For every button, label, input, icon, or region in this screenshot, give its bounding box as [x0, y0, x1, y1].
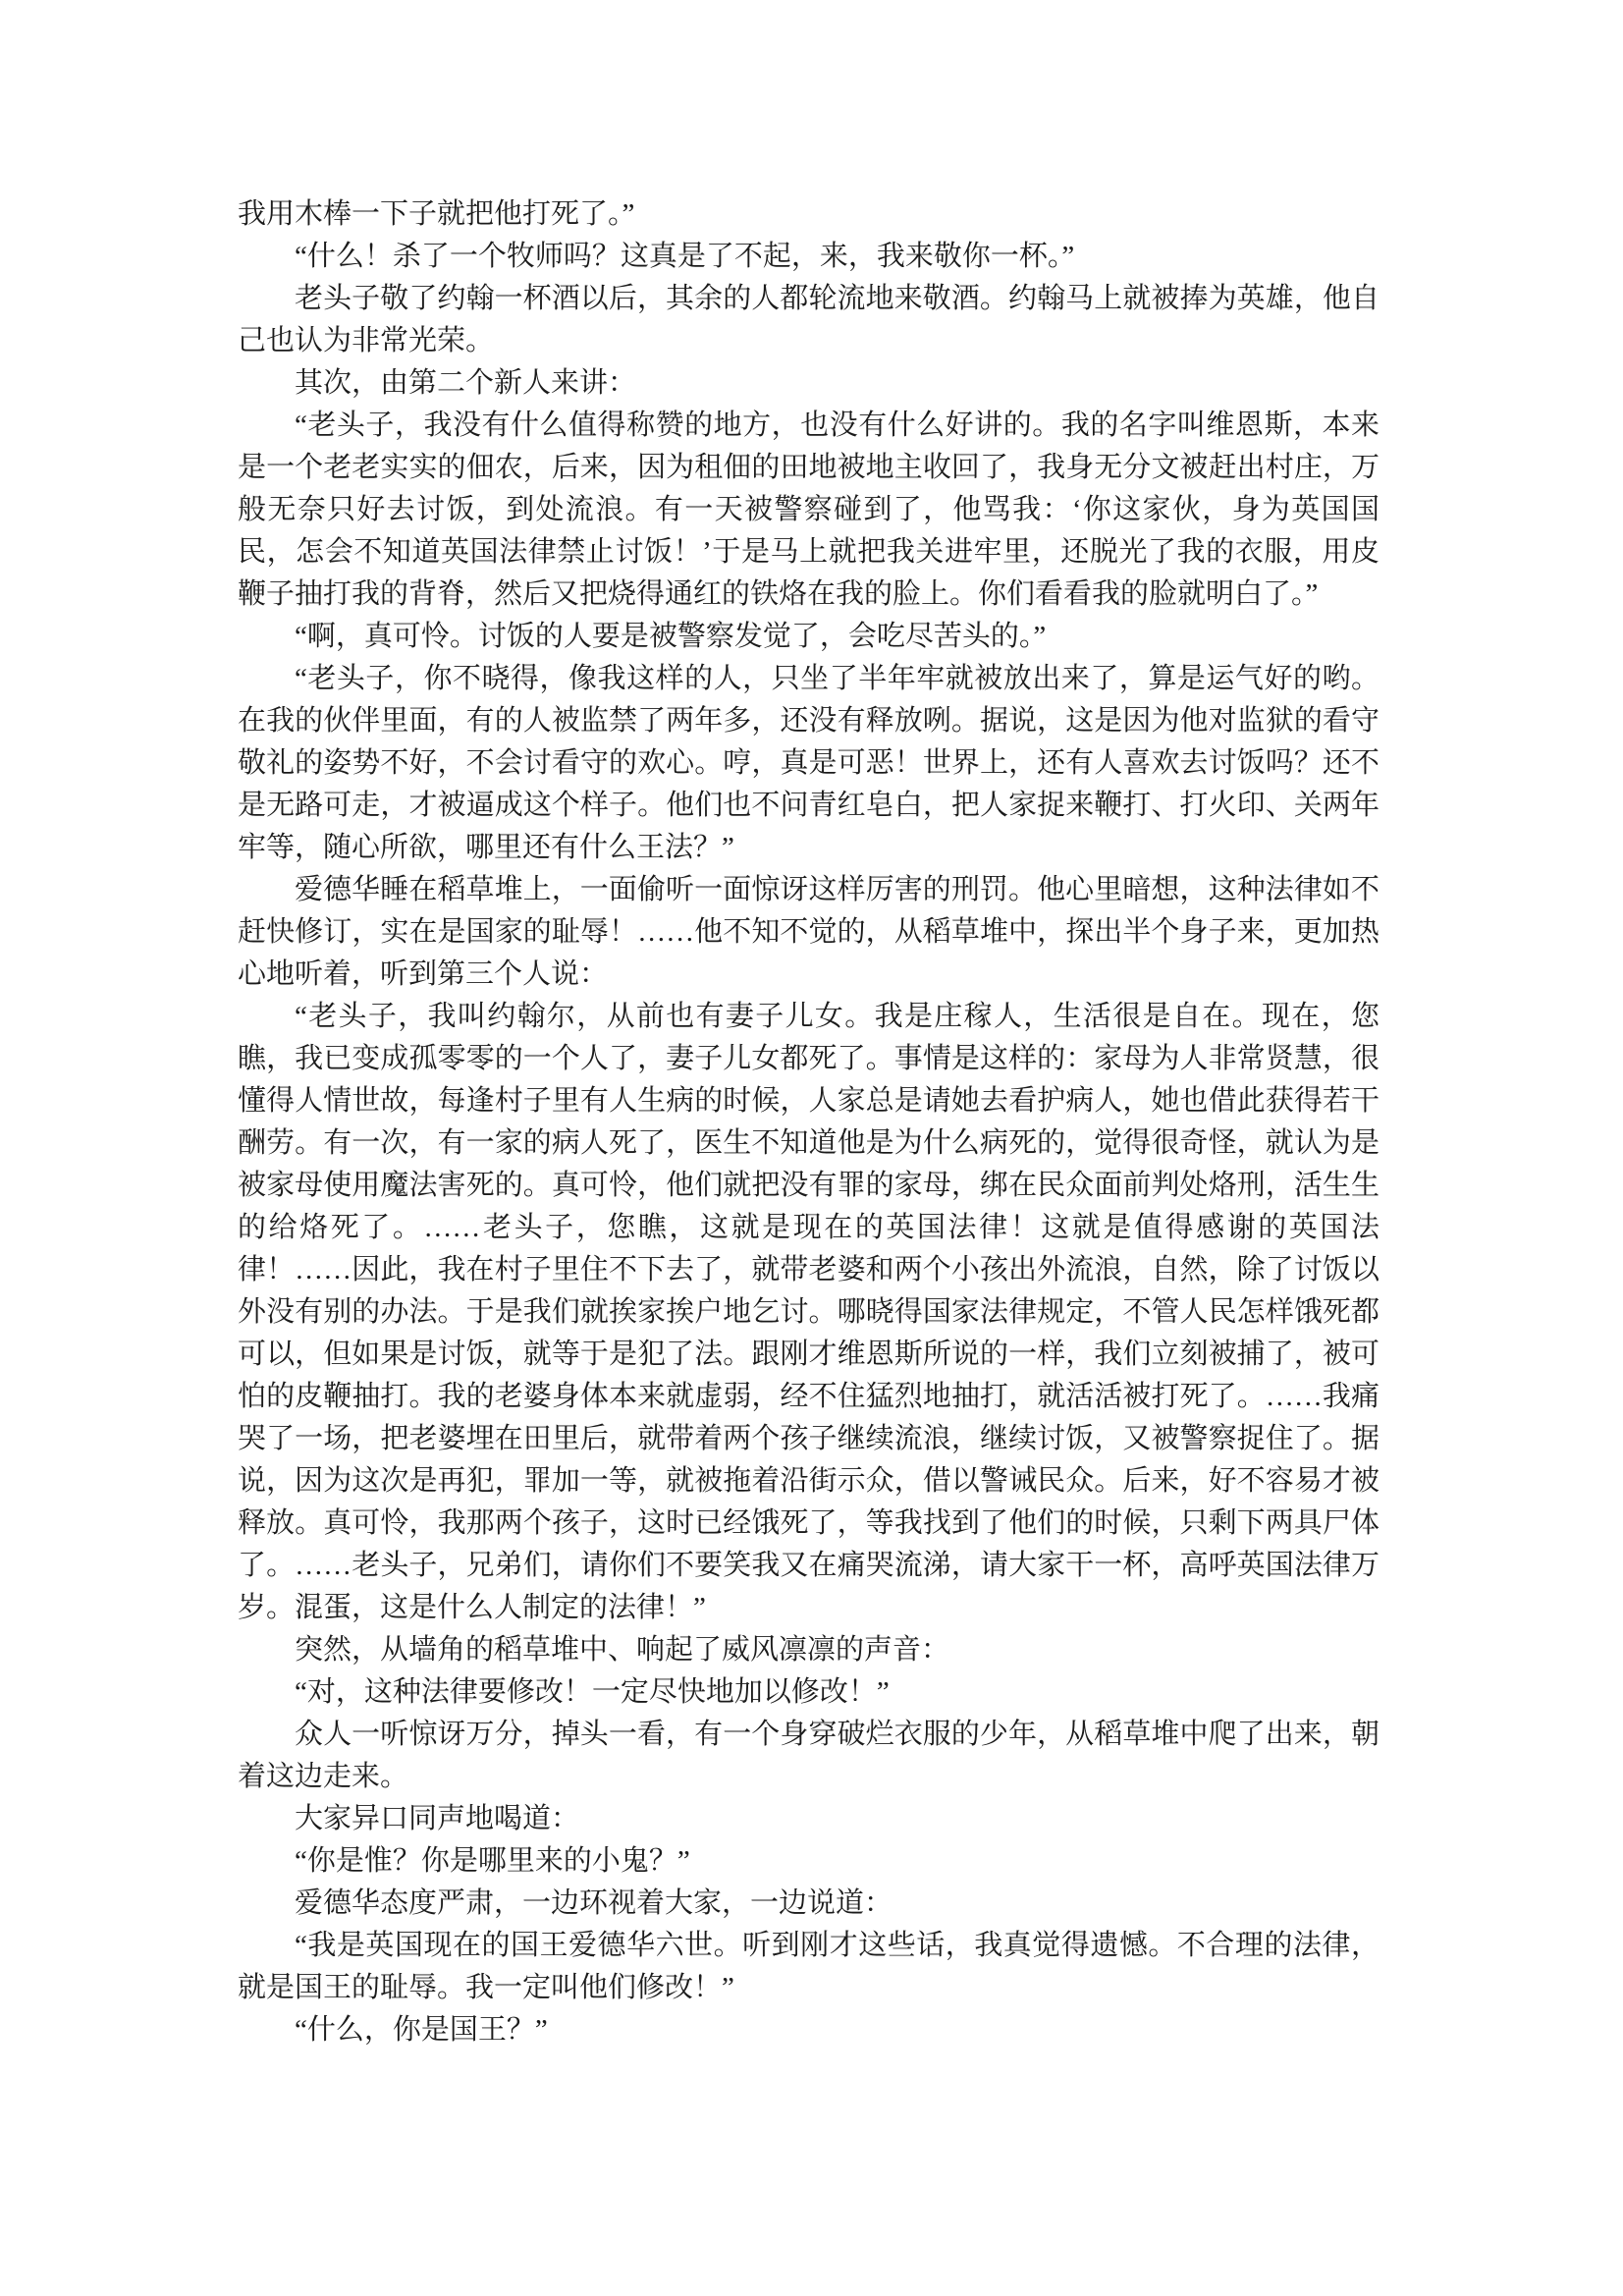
- paragraph: “什么，你是国王？”: [295, 2014, 548, 2046]
- paragraph: 我用木棒一下子就把他打死了。”: [238, 198, 635, 230]
- paragraph: “老头子，我没有什么值得称赞的地方，也没有什么好讲的。我的名字叫维恩斯，本来是一个老老实实的佃农，后来，因为租佃的田地被地主收回了，我身无分文被赶出村庄，万般无奈只好去讨饭，到处流浪。有一天被警察碰到了，他骂我：‘你这家伙，身为英国国民，怎会不知道英国法律禁止讨饭！’于是马上就把我关进牢里，还脱光了我的衣服，用皮鞭子抽打我的背脊，然后又把烧得通红的铁烙在我的脸上。你们看看我的脸就明白了。”: [238, 410, 1380, 610]
- paragraph: “对，这种法律要修改！一定尽快地加以修改！”: [295, 1676, 890, 1708]
- paragraph: 众人一听惊讶万分，掉头一看，有一个身穿破烂衣服的少年，从稻草堆中爬了出来，朝着这边走来。: [238, 1719, 1380, 1792]
- body-text: [238, 193, 1380, 2051]
- paragraph: “老头子，我叫约翰尔，从前也有妻子儿女。我是庄稼人，生活很是自在。现在，您瞧，我已变成孤零零的一个人了，妻子儿女都死了。事情是这样的：家母为人非常贤慧，很懂得人情世故，每逢村子里有人生病的时候，人家总是请她去看护病人，她也借此获得若干酬劳。有一次，有一家的病人死了，医生不知道他是为什么病死的，觉得很奇怪，就认为是被家母使用魔法害死的。真可怜，他们就把没有罪的家母，绑在民众面前判处烙刑，活生生的给烙死了。……老头子，您瞧，这就是现在的英国法律！这就是值得感谢的英国法律！……因此，我在村子里住不下去了，就带老婆和两个小孩出外流浪，自然，除了讨饭以外没有别的办法。于是我们就挨家挨户地乞讨。哪晓得国家法律规定，不管人民怎样饿死都可以，但如果是讨饭，就等于是犯了法。跟刚才维恩斯所说的一样，我们立刻被捕了，被可怕的皮鞭抽打。我的老婆身体本来就虚弱，经不住猛烈地抽打，就活活被打死了。……我痛哭了一场，把老婆埋在田里后，就带着两个孩子继续流浪，继续讨饭，又被警察捉住了。据说，因为这次是再犯，罪加一等，就被拖着沿街示众，借以警诫民众。后来，好不容易才被释放。真可怜，我那两个孩子，这时已经饿死了，等我找到了他们的时候，只剩下两具尸体了。……老头子，兄弟们，请你们不要笑我又在痛哭流涕，请大家干一杯，高呼英国法律万岁。混蛋，这是什么人制定的法律！”: [238, 1001, 1380, 1623]
- paragraph: 其次，由第二个新人来讲：: [295, 367, 637, 399]
- paragraph: 老头子敬了约翰一杯酒以后，其余的人都轮流地来敬酒。约翰马上就被捧为英雄，他自己也认为非常光荣。: [238, 283, 1380, 356]
- paragraph: “你是惟？你是哪里来的小鬼？”: [295, 1845, 690, 1877]
- paragraph: “啊，真可怜。讨饭的人要是被警察发觉了，会吃尽苦头的。”: [295, 621, 1047, 652]
- paragraph: 突然，从墙角的稻草堆中、响起了威风凛凛的声音：: [295, 1634, 950, 1666]
- paragraph: 大家异口同声地喝道：: [295, 1803, 580, 1834]
- paragraph: “老头子，你不晓得，像我这样的人，只坐了半年牢就被放出来了，算是运气好的哟。在我的伙伴里面，有的人被监禁了两年多，还没有释放咧。据说，这是因为他对监狱的看守敬礼的姿势不好，不会讨看守的欢心。哼，真是可恶！世界上，还有人喜欢去讨饭吗？还不是无路可走，才被逼成这个样子。他们也不问青红皂白，把人家捉来鞭打、打火印、关两年牢等，随心所欲，哪里还有什么王法？”: [238, 663, 1380, 863]
- paragraph: 爱德华睡在稻草堆上，一面偷听一面惊讶这样厉害的刑罚。他心里暗想，这种法律如不赶快修订，实在是国家的耻辱！……他不知不觉的，从稻草堆中，探出半个身子来，更加热心地听着，听到第三个人说：: [238, 874, 1380, 990]
- paragraph: “我是英国现在的国王爱德华六世。听到刚才这些话，我真觉得遗憾。不合理的法律，就是国王的耻辱。我一定叫他们修改！”: [238, 1930, 1380, 2003]
- paragraph: “什么！杀了一个牧师吗？这真是了不起，来，我来敬你一杯。”: [295, 241, 1075, 272]
- paragraph: 爱德华态度严肃，一边环视着大家，一边说道：: [295, 1887, 893, 1919]
